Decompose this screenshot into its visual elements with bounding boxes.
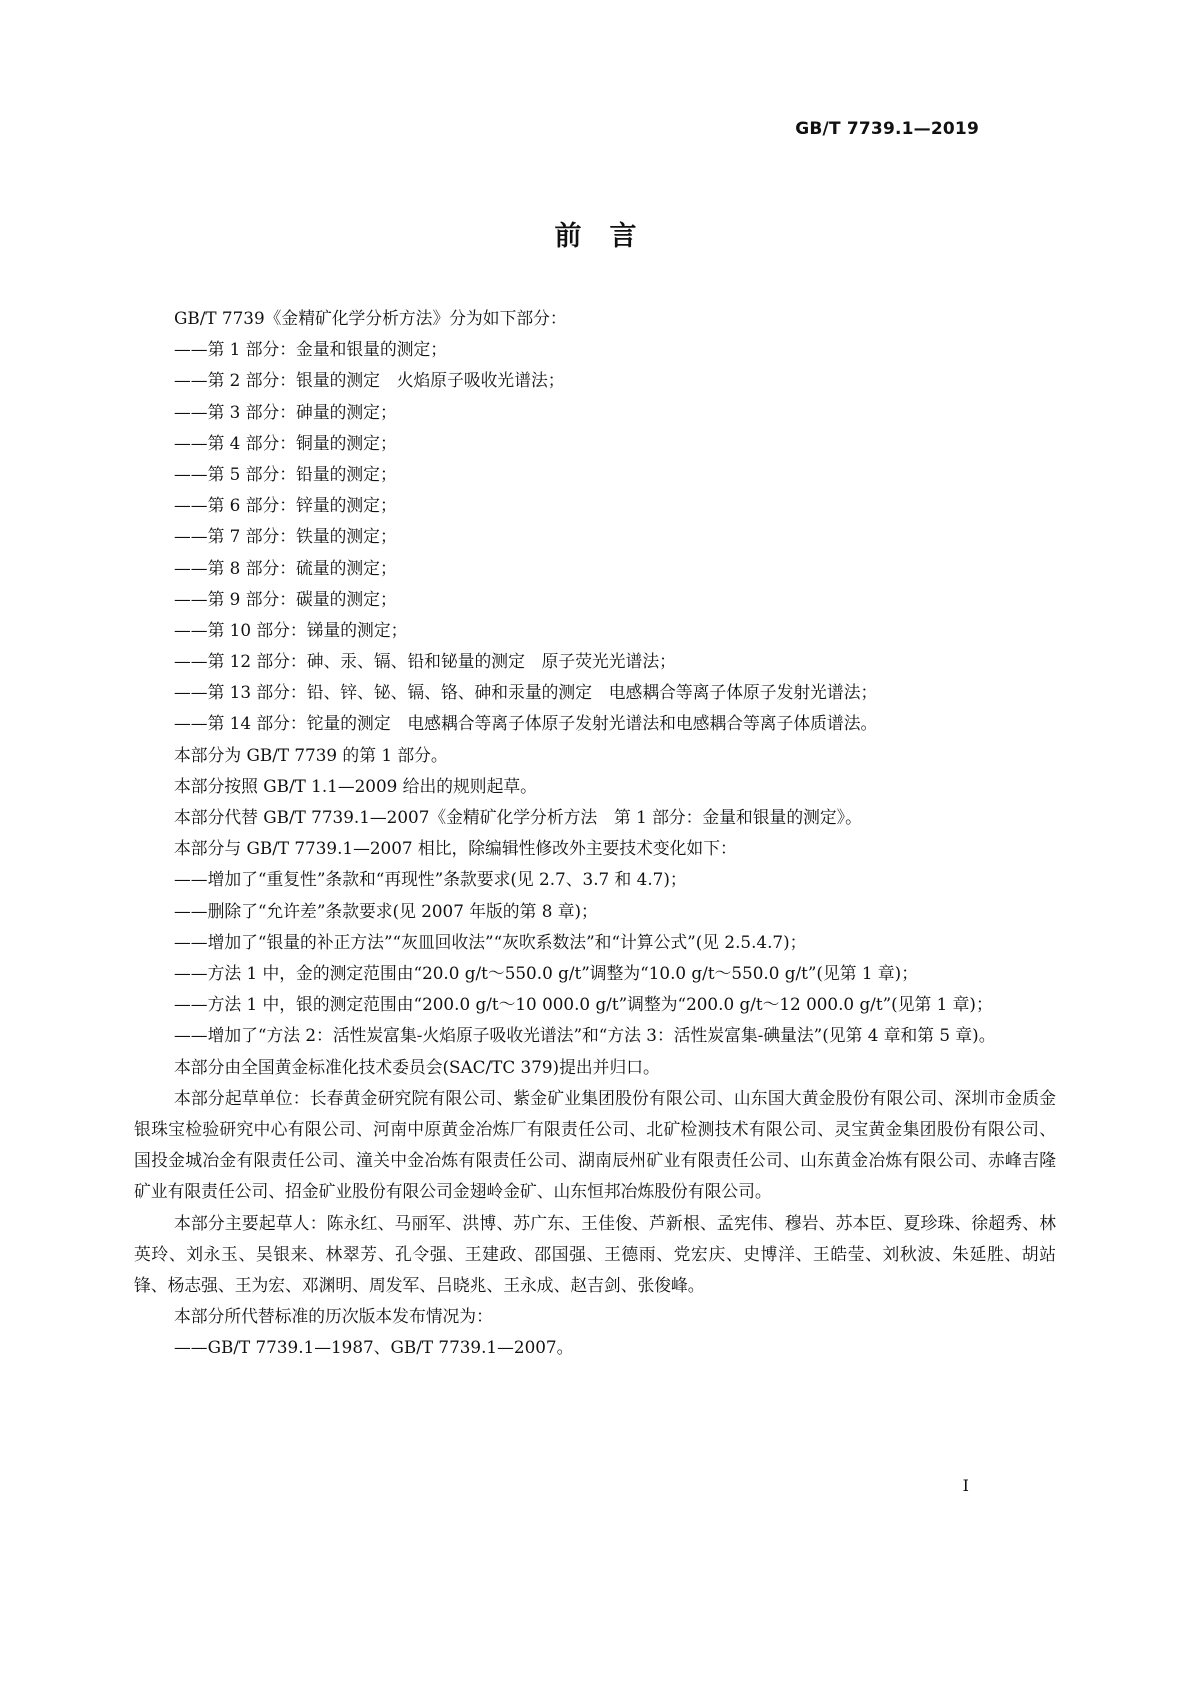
part-item: ——第 5 部分：铅量的测定； [174,463,397,484]
part-item: ——第 8 部分：硫量的测定； [174,557,397,578]
part-of-statement: 本部分为 GB/T 7739 的第 1 部分。 [174,744,448,765]
part-item: ——第 12 部分：砷、汞、镉、铅和铋量的测定 原子荧光光谱法； [174,651,676,672]
change-item: ——方法 1 中，银的测定范围由“200.0 g/t～10 000.0 g/t”调整为“200.0 g/t～12 000.0 g/t”(见第 1 章)； [174,994,993,1015]
replaces-statement: 本部分代替 GB/T 7739.1—2007《金精矿化学分析方法 第 1 部分：金量和银量的测定》。 [174,807,862,827]
page-title: 前言 [554,221,665,252]
intro-line: GB/T 7739《金精矿化学分析方法》分为如下部分： [174,308,567,328]
change-item: ——增加了“方法 2：活性炭富集-火焰原子吸收光谱法”和“方法 3：活性炭富集-碘量法”(见第 4 章和第 5 章)。 [174,1025,996,1046]
standard-number: GB/T 7739.1—2019 [795,119,979,139]
history-item: ——GB/T 7739.1—1987、GB/T 7739.1—2007。 [174,1337,574,1358]
page-number: I [962,1476,969,1495]
change-item: ——增加了“银量的补正方法”“灰皿回收法”“灰吹系数法”和“计算公式”(见 2.5.4.7)； [174,931,807,952]
proposed-by-statement: 本部分由全国黄金标准化技术委员会(SAC/TC 379)提出并归口。 [174,1056,660,1077]
part-item: ——第 1 部分：金量和银量的测定； [174,339,448,360]
foreword-body [134,303,1056,1364]
part-item: ——第 6 部分：锌量的测定； [174,495,397,516]
part-item: ——第 3 部分：砷量的测定； [174,401,397,422]
part-item: ——第 10 部分：锑量的测定； [174,619,408,640]
change-item: ——方法 1 中，金的测定范围由“20.0 g/t～550.0 g/t”调整为“10.0 g/t～550.0 g/t”(见第 1 章)； [174,962,918,983]
part-item: ——第 7 部分：铁量的测定； [174,526,397,547]
part-item: ——第 2 部分：银量的测定 火焰原子吸收光谱法； [174,370,565,391]
part-item: ——第 14 部分：铊量的测定 电感耦合等离子体原子发射光谱法和电感耦合等离子体质谱法。 [174,713,878,734]
drafting-rules-statement: 本部分按照 GB/T 1.1—2009 给出的规则起草。 [174,775,537,796]
history-intro: 本部分所代替标准的历次版本发布情况为： [174,1306,493,1327]
drafting-units-paragraph: 本部分起草单位：长春黄金研究院有限公司、紫金矿业集团股份有限公司、山东国大黄金股份有限公司、深圳市金质金银珠宝检验研究中心有限公司、河南中原黄金冶炼厂有限责任公司、北矿检测技术有限公司、灵宝黄金集团股份有限公司、国投金城冶金有限责任公司、潼关中金冶炼有限责任公司、湖南辰州矿业有限责任公司、山东黄金冶炼有限公司、赤峰吉隆矿业有限责任公司、招金矿业股份有限公司金翅岭金矿、山东恒邦冶炼股份有限公司。 [134,1087,1056,1202]
part-item: ——第 4 部分：铜量的测定； [174,432,397,453]
drafters-paragraph: 本部分主要起草人：陈永红、马丽军、洪博、苏广东、王佳俊、芦新根、孟宪伟、穆岩、苏本臣、夏珍珠、徐超秀、林英玲、刘永玉、吴银来、林翠芳、孔令强、王建政、邵国强、王德雨、党宏庆、史博洋、王皓莹、刘秋波、朱延胜、胡站锋、杨志强、王为宏、邓渊明、周发军、吕晓兆、王永成、赵吉剑、张俊峰。 [134,1212,1056,1295]
part-item: ——第 9 部分：碳量的测定； [174,588,397,609]
change-item: ——增加了“重复性”条款和“再现性”条款要求(见 2.7、3.7 和 4.7)； [174,869,687,890]
changes-intro: 本部分与 GB/T 7739.1—2007 相比，除编辑性修改外主要技术变化如下： [174,838,737,859]
change-item: ——删除了“允许差”条款要求(见 2007 年版的第 8 章)； [174,900,598,921]
part-item: ——第 13 部分：铅、锌、铋、镉、铬、砷和汞量的测定 电感耦合等离子体原子发射光谱法； [174,682,878,703]
